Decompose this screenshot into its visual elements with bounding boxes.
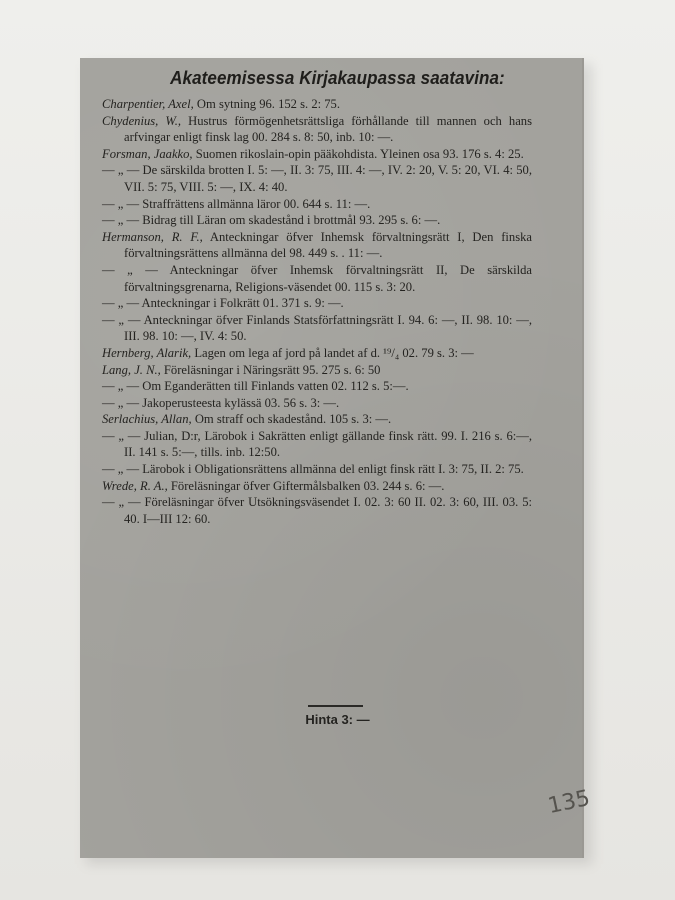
entry-text: — „ — Anteckningar i Folkrätt 01. 371 s. 9: —. <box>102 296 344 311</box>
book-entry <box>102 494 532 527</box>
price-label: Hinta 3: — <box>305 712 370 727</box>
entry-text: Föreläsningar öfver Giftermålsbalken 03. 244 s. 6: —. <box>167 478 445 493</box>
entry-author: Charpentier, Axel, <box>102 97 194 111</box>
entry-text: Suomen rikoslain-opin pääkohdista. Yleinen osa 93. 176 s. 4: 25. <box>192 146 524 161</box>
entry-text: — „ — Anteckningar öfver Finlands Statsförfattningsrätt I. 94. 6: —, II. 98. 10: —, III. 98. 10: —, IV. 4: 50. <box>102 312 532 344</box>
entry-author: Serlachius, Allan, <box>102 412 192 427</box>
entry-author: Lang, J. N., <box>102 362 161 377</box>
entry-text: — „ — Bidrag till Läran om skadestånd i brottmål 93. 295 s. 6: —. <box>102 213 441 228</box>
entry-text: Om sytning 96. 152 s. 2: 75. <box>193 97 341 111</box>
book-entry <box>102 295 532 312</box>
entry-author: Hermanson, R. F., <box>102 229 203 244</box>
handwritten-page-number: 135 <box>545 785 593 820</box>
entry-text: — „ — Föreläsningar öfver Utsökningsväsendet I. 02. 3: 60 II. 02. 3: 60, III. 03. 5: 40. I—III 12: 60. <box>102 495 532 526</box>
book-entry <box>102 113 532 146</box>
book-entry <box>102 395 532 412</box>
book-entry <box>102 196 532 213</box>
entry-author: Forsman, Jaakko, <box>102 146 193 161</box>
book-entry <box>102 212 532 229</box>
book-list <box>102 96 532 527</box>
book-entry <box>102 411 532 428</box>
book-entry <box>102 345 532 362</box>
book-entry <box>102 229 532 262</box>
entry-text: Anteckningar öfver Inhemsk förvaltningsrätt I, Den finska förvaltningsrättens allmänna del 98. 449 s. . 11: —. <box>124 229 532 261</box>
entry-text: — „ — Anteckningar öfver Inhemsk förvaltningsrätt II, De särskilda förvaltningsgrenarna, Religions-väsendet 00. 115 s. 3: 20. <box>102 262 532 294</box>
entry-text: Hustrus förmögenhetsrättsliga förhållande till mannen och hans arfvingar enligt finsk lag 00. 284 s. 8: 50, inb. 10: —. <box>124 113 532 145</box>
book-entry <box>102 428 532 461</box>
entry-text: Lagen om lega af jord på landet af d. ¹⁹/₄ 02. 79 s. 3: — <box>191 345 474 360</box>
book-entry <box>102 262 532 295</box>
entry-text: — „ — Straffrättens allmänna läror 00. 644 s. 11: —. <box>102 196 371 211</box>
book-entry <box>102 96 532 113</box>
entry-text: — „ — Julian, D:r, Lärobok i Sakrätten enligt gällande finsk rätt. 99. I. 216 s. 6:—, II. 141 s. 5:—, tills. inb. 12:50. <box>102 428 532 460</box>
entry-author: Hernberg, Alarik, <box>102 345 192 360</box>
book-entry <box>102 461 532 478</box>
entry-author: Chydenius, W., <box>102 113 182 128</box>
entry-text: — „ — Jakoperusteesta kylässä 03. 56 s. 3: —. <box>102 395 340 410</box>
entry-text: — „ — Lärobok i Obligationsrättens allmänna del enligt finsk rätt I. 3: 75, II. 2: 75. <box>102 462 524 477</box>
entry-text: — „ — De särskilda brotten I. 5: —, II. 3: 75, III. 4: —, IV. 2: 20, V. 5: 20, VI. 4: 50, VII. 5: 75, VIII. 5: —, IX. 4: 40. <box>102 163 532 194</box>
book-entry <box>102 478 532 495</box>
book-entry <box>102 378 532 395</box>
entry-author: Wrede, R. A., <box>102 478 168 493</box>
entry-text: Om straff och skadestånd. 105 s. 3: —. <box>191 412 392 427</box>
entry-text: Föreläsningar i Näringsrätt 95. 275 s. 6: 50 <box>160 362 381 377</box>
divider-rule <box>308 705 363 707</box>
book-entry <box>102 162 532 195</box>
page-heading: Akateemisessa Kirjakaupassa saatavina: <box>170 67 505 88</box>
book-entry <box>102 146 532 163</box>
book-entry <box>102 312 532 345</box>
entry-text: — „ — Om Eganderätten till Finlands vatten 02. 112 s. 5:—. <box>102 379 409 394</box>
book-entry <box>102 362 532 379</box>
